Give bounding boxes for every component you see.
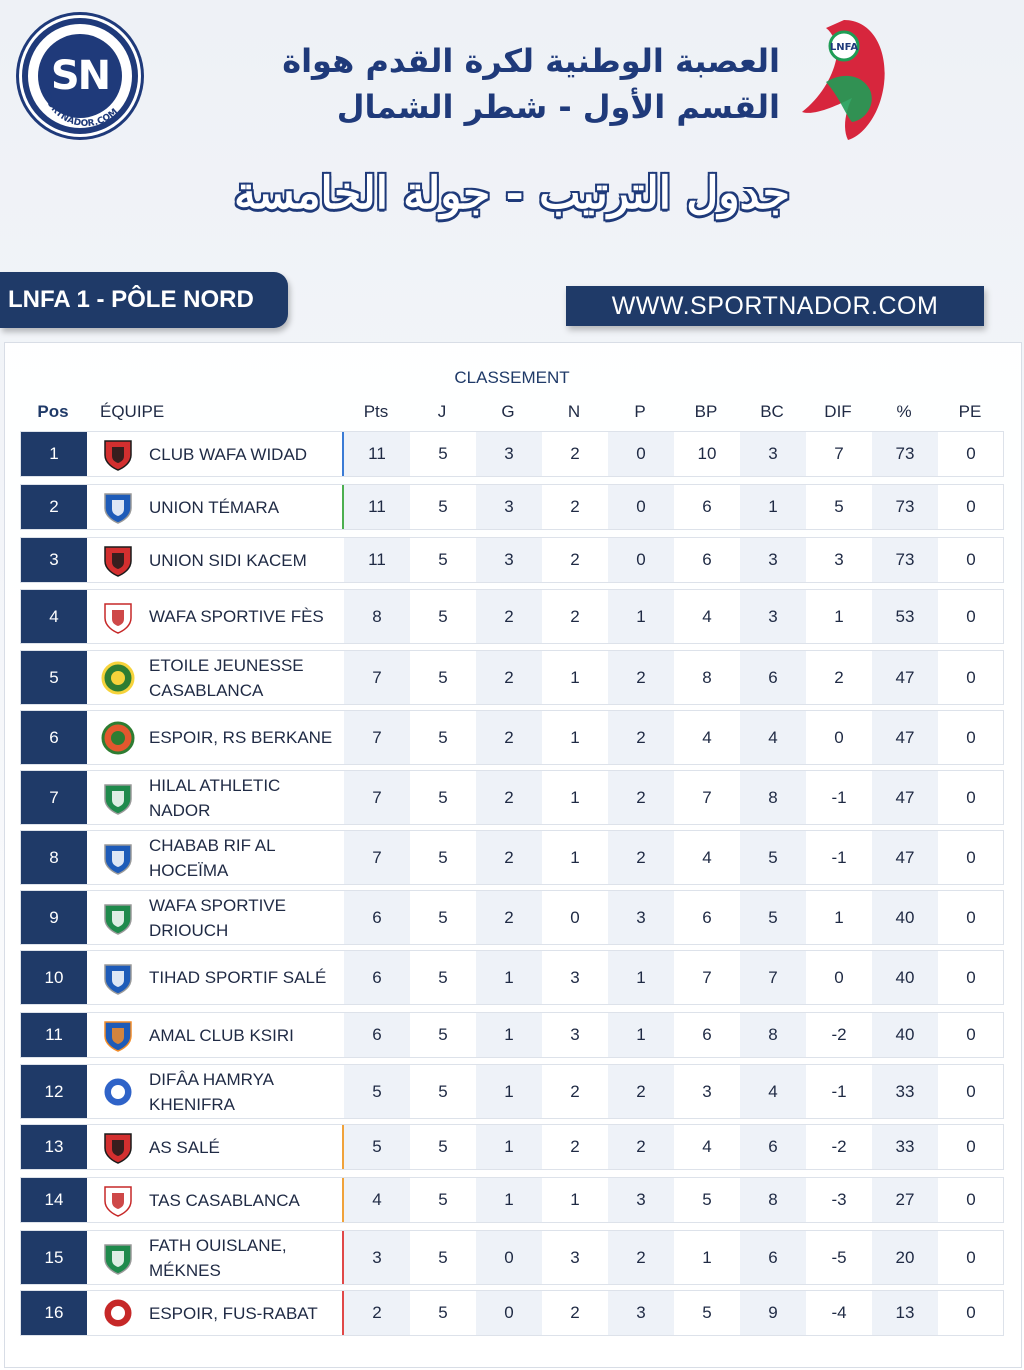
website-link[interactable]: WWW.SPORTNADOR.COM bbox=[566, 286, 984, 326]
row-pct: 47 bbox=[872, 831, 938, 884]
row-n: 2 bbox=[570, 1137, 580, 1156]
row-pct: 27 bbox=[872, 1178, 938, 1222]
row-position: 1 bbox=[21, 432, 87, 476]
row-bc: 9 bbox=[740, 1291, 806, 1335]
row-team-name[interactable]: ESPOIR, FUS-RABAT bbox=[149, 1303, 318, 1323]
lnfa-logo-text: LNFA bbox=[829, 42, 859, 53]
row-j: 5 bbox=[438, 787, 448, 807]
row-pts: 5 bbox=[344, 1065, 410, 1118]
row-p: 1 bbox=[608, 590, 674, 643]
row-dif: 2 bbox=[834, 667, 844, 687]
row-pe: 0 bbox=[966, 1190, 976, 1209]
row-position: 6 bbox=[21, 711, 87, 764]
sportnador-logo bbox=[22, 18, 138, 134]
row-pe: 0 bbox=[966, 497, 976, 516]
col-bp: BP bbox=[694, 402, 718, 421]
row-bp: 5 bbox=[702, 1190, 712, 1209]
row-pe: 0 bbox=[966, 787, 976, 807]
row-pe: 0 bbox=[966, 550, 976, 569]
team-crest-icon bbox=[101, 600, 135, 634]
row-pts: 4 bbox=[344, 1178, 410, 1222]
table-row[interactable] bbox=[20, 1064, 1004, 1119]
row-bp: 4 bbox=[702, 606, 712, 626]
col-pts: Pts bbox=[363, 402, 389, 421]
row-team-name[interactable]: FATH OUISLANE, MÉKNES bbox=[149, 1235, 287, 1280]
row-j: 5 bbox=[438, 907, 448, 927]
col-pe: PE bbox=[958, 402, 982, 421]
row-pct: 20 bbox=[872, 1231, 938, 1284]
row-p: 2 bbox=[608, 831, 674, 884]
row-j: 5 bbox=[438, 444, 448, 463]
row-bc: 4 bbox=[740, 711, 806, 764]
team-crest-icon bbox=[101, 901, 135, 935]
row-bc: 8 bbox=[740, 771, 806, 824]
row-pct: 73 bbox=[872, 432, 938, 476]
row-pe: 0 bbox=[966, 606, 976, 626]
row-bc: 3 bbox=[740, 590, 806, 643]
col-dif: DIF bbox=[824, 402, 852, 421]
row-bp: 7 bbox=[702, 967, 712, 987]
row-dif: -2 bbox=[831, 1025, 847, 1044]
row-pe: 0 bbox=[966, 1025, 976, 1044]
row-pts: 11 bbox=[344, 538, 410, 582]
row-j: 5 bbox=[438, 727, 448, 747]
row-g: 1 bbox=[476, 1178, 542, 1222]
row-j: 5 bbox=[438, 967, 448, 987]
row-p: 3 bbox=[608, 891, 674, 944]
row-pts: 6 bbox=[344, 1013, 410, 1057]
row-position: 15 bbox=[21, 1231, 87, 1284]
table-caption: CLASSEMENT bbox=[454, 368, 570, 387]
row-n: 2 bbox=[570, 444, 580, 463]
row-pts: 11 bbox=[344, 432, 410, 476]
row-g: 2 bbox=[476, 590, 542, 643]
team-crest-icon bbox=[101, 1075, 135, 1109]
row-pts: 7 bbox=[344, 711, 410, 764]
row-j: 5 bbox=[438, 847, 448, 867]
row-dif: -1 bbox=[831, 847, 847, 867]
row-p: 0 bbox=[608, 432, 674, 476]
header bbox=[0, 0, 1024, 270]
svg-text:SPORTNADOR.COM: SPORTNADOR.COM bbox=[39, 88, 121, 130]
row-pts: 6 bbox=[344, 891, 410, 944]
row-g: 1 bbox=[476, 951, 542, 1004]
row-j: 5 bbox=[438, 497, 448, 516]
row-pct: 47 bbox=[872, 711, 938, 764]
row-pct: 40 bbox=[872, 891, 938, 944]
row-team-name[interactable]: TAS CASABLANCA bbox=[149, 1190, 300, 1210]
round-title: جدول الترتيب - جولة الخامسة bbox=[234, 168, 790, 219]
row-p: 2 bbox=[608, 771, 674, 824]
team-crest-icon bbox=[101, 1018, 135, 1052]
row-n: 2 bbox=[570, 1081, 580, 1101]
row-pct: 13 bbox=[872, 1291, 938, 1335]
logo-ring-text bbox=[28, 24, 144, 140]
col-pos: Pos bbox=[37, 402, 69, 421]
team-crest-icon bbox=[101, 961, 135, 995]
arabic-title-line1: العصبة الوطنية لكرة القدم هواة bbox=[282, 42, 780, 80]
row-bc: 5 bbox=[740, 831, 806, 884]
row-g: 0 bbox=[476, 1231, 542, 1284]
row-team-name[interactable]: CHABAB RIF AL HOCEÏMA bbox=[149, 835, 275, 880]
team-crest-icon bbox=[101, 841, 135, 875]
row-bp: 7 bbox=[702, 787, 712, 807]
row-team-name[interactable]: WAFA SPORTIVE FÈS bbox=[149, 607, 324, 626]
row-p: 2 bbox=[608, 1065, 674, 1118]
row-pe: 0 bbox=[966, 727, 976, 747]
row-pe: 0 bbox=[966, 1081, 976, 1101]
row-p: 3 bbox=[608, 1291, 674, 1335]
row-pct: 47 bbox=[872, 651, 938, 704]
row-j: 5 bbox=[438, 1190, 448, 1209]
league-badge: LNFA 1 - PÔLE NORD bbox=[0, 272, 288, 328]
row-p: 2 bbox=[608, 1231, 674, 1284]
row-team-name[interactable]: DIFÂA HAMRYA KHENIFRA bbox=[149, 1069, 274, 1114]
row-g: 2 bbox=[476, 711, 542, 764]
col-pct: % bbox=[896, 402, 912, 421]
row-g: 3 bbox=[476, 432, 542, 476]
table-row[interactable] bbox=[20, 1230, 1004, 1285]
row-position: 2 bbox=[21, 485, 87, 529]
row-bc: 7 bbox=[740, 951, 806, 1004]
row-p: 2 bbox=[608, 711, 674, 764]
row-n: 2 bbox=[570, 606, 580, 626]
row-team-name[interactable]: HILAL ATHLETIC NADOR bbox=[149, 775, 281, 820]
row-position: 14 bbox=[21, 1178, 87, 1222]
table-row[interactable] bbox=[20, 1177, 1004, 1223]
row-bp: 6 bbox=[702, 1025, 712, 1044]
row-p: 1 bbox=[608, 951, 674, 1004]
row-pct: 40 bbox=[872, 1013, 938, 1057]
row-bp: 10 bbox=[697, 444, 717, 463]
row-n: 2 bbox=[570, 550, 580, 569]
row-position: 3 bbox=[21, 538, 87, 582]
row-j: 5 bbox=[438, 667, 448, 687]
row-g: 2 bbox=[476, 831, 542, 884]
row-team-name[interactable]: AS SALÉ bbox=[149, 1137, 220, 1157]
row-p: 3 bbox=[608, 1178, 674, 1222]
row-position: 10 bbox=[21, 951, 87, 1004]
row-position: 5 bbox=[21, 651, 87, 704]
row-pct: 73 bbox=[872, 485, 938, 529]
row-g: 1 bbox=[476, 1125, 542, 1169]
row-dif: 0 bbox=[834, 727, 844, 747]
row-position: 7 bbox=[21, 771, 87, 824]
row-pts: 7 bbox=[344, 771, 410, 824]
row-j: 5 bbox=[438, 1247, 448, 1267]
row-p: 2 bbox=[608, 1125, 674, 1169]
row-j: 5 bbox=[438, 1081, 448, 1101]
row-pts: 7 bbox=[344, 831, 410, 884]
row-dif: -4 bbox=[831, 1303, 847, 1322]
team-crest-icon bbox=[101, 490, 135, 524]
row-team-name[interactable]: ETOILE JEUNESSE CASABLANCA bbox=[149, 655, 304, 700]
row-g: 3 bbox=[476, 538, 542, 582]
row-position: 16 bbox=[21, 1291, 87, 1335]
row-bc: 8 bbox=[740, 1013, 806, 1057]
team-crest-icon bbox=[101, 1183, 135, 1217]
row-bp: 4 bbox=[702, 727, 712, 747]
row-n: 2 bbox=[570, 497, 580, 516]
row-bp: 6 bbox=[702, 907, 712, 927]
row-g: 1 bbox=[476, 1013, 542, 1057]
row-pe: 0 bbox=[966, 1247, 976, 1267]
row-dif: 0 bbox=[834, 967, 844, 987]
row-pe: 0 bbox=[966, 1137, 976, 1156]
row-team-name[interactable]: CLUB WAFA WIDAD bbox=[149, 444, 308, 464]
row-n: 3 bbox=[570, 1247, 580, 1267]
row-g: 2 bbox=[476, 891, 542, 944]
row-dif: -1 bbox=[831, 787, 847, 807]
row-n: 1 bbox=[570, 1190, 580, 1209]
row-bc: 6 bbox=[740, 1125, 806, 1169]
row-n: 3 bbox=[570, 1025, 580, 1044]
league-arabic-title bbox=[282, 38, 780, 130]
row-bp: 5 bbox=[702, 1303, 712, 1322]
row-team-name[interactable]: WAFA SPORTIVE DRIOUCH bbox=[149, 895, 286, 940]
row-n: 0 bbox=[570, 907, 580, 927]
row-bc: 1 bbox=[740, 485, 806, 529]
table-row[interactable] bbox=[20, 1124, 1004, 1170]
row-bp: 1 bbox=[702, 1247, 712, 1267]
row-j: 5 bbox=[438, 1137, 448, 1156]
row-bc: 8 bbox=[740, 1178, 806, 1222]
row-p: 0 bbox=[608, 538, 674, 582]
row-pe: 0 bbox=[966, 967, 976, 987]
team-crest-icon bbox=[101, 1241, 135, 1275]
table-row[interactable] bbox=[20, 1012, 1004, 1058]
arabic-title-line2: القسم الأول - شطر الشمال bbox=[336, 88, 780, 126]
row-dif: -1 bbox=[831, 1081, 847, 1101]
table-row[interactable] bbox=[20, 431, 1004, 477]
col-team: ÉQUIPE bbox=[100, 402, 165, 421]
col-bc: BC bbox=[760, 402, 784, 421]
row-dif: -5 bbox=[831, 1247, 847, 1267]
row-n: 2 bbox=[570, 1303, 580, 1322]
table-row[interactable] bbox=[20, 650, 1004, 705]
row-pe: 0 bbox=[966, 444, 976, 463]
row-g: 2 bbox=[476, 651, 542, 704]
table-row[interactable] bbox=[20, 1290, 1004, 1336]
team-crest-icon bbox=[101, 1130, 135, 1164]
row-bc: 6 bbox=[740, 1231, 806, 1284]
row-p: 1 bbox=[608, 1013, 674, 1057]
row-pts: 11 bbox=[344, 485, 410, 529]
col-j: J bbox=[437, 402, 447, 421]
row-bp: 4 bbox=[702, 847, 712, 867]
row-bc: 4 bbox=[740, 1065, 806, 1118]
row-pts: 6 bbox=[344, 951, 410, 1004]
row-j: 5 bbox=[438, 1025, 448, 1044]
row-pts: 5 bbox=[344, 1125, 410, 1169]
table-row[interactable] bbox=[20, 589, 1004, 644]
table-row[interactable] bbox=[20, 830, 1004, 885]
team-crest-icon bbox=[101, 1296, 135, 1330]
row-n: 1 bbox=[570, 847, 580, 867]
row-g: 0 bbox=[476, 1291, 542, 1335]
table-row[interactable] bbox=[20, 890, 1004, 945]
row-bp: 3 bbox=[702, 1081, 712, 1101]
team-crest-icon bbox=[101, 543, 135, 577]
row-pct: 73 bbox=[872, 538, 938, 582]
row-pe: 0 bbox=[966, 907, 976, 927]
row-bc: 5 bbox=[740, 891, 806, 944]
logo-monogram: SN bbox=[38, 34, 122, 118]
row-team-name[interactable]: ESPOIR, RS BERKANE bbox=[149, 728, 333, 747]
table-row[interactable] bbox=[20, 770, 1004, 825]
row-n: 1 bbox=[570, 667, 580, 687]
row-pct: 33 bbox=[872, 1125, 938, 1169]
row-j: 5 bbox=[438, 1303, 448, 1322]
row-pct: 53 bbox=[872, 590, 938, 643]
row-pts: 7 bbox=[344, 651, 410, 704]
table-row[interactable] bbox=[20, 484, 1004, 530]
table-header bbox=[0, 402, 1024, 424]
row-dif: 1 bbox=[834, 907, 844, 927]
team-crest-icon bbox=[101, 721, 135, 755]
row-bc: 3 bbox=[740, 432, 806, 476]
col-n: N bbox=[567, 402, 581, 421]
row-p: 0 bbox=[608, 485, 674, 529]
row-bp: 6 bbox=[702, 550, 712, 569]
row-j: 5 bbox=[438, 550, 448, 569]
row-n: 1 bbox=[570, 787, 580, 807]
row-position: 4 bbox=[21, 590, 87, 643]
table-row[interactable] bbox=[20, 950, 1004, 1005]
row-bc: 3 bbox=[740, 538, 806, 582]
row-position: 9 bbox=[21, 891, 87, 944]
row-team-name[interactable]: UNION SIDI KACEM bbox=[149, 550, 307, 570]
row-p: 2 bbox=[608, 651, 674, 704]
row-dif: 1 bbox=[834, 606, 844, 626]
lnfa-logo bbox=[796, 12, 892, 144]
row-bp: 8 bbox=[702, 667, 712, 687]
row-pe: 0 bbox=[966, 847, 976, 867]
row-pts: 8 bbox=[344, 590, 410, 643]
team-crest-icon bbox=[101, 781, 135, 815]
row-position: 8 bbox=[21, 831, 87, 884]
row-pts: 3 bbox=[344, 1231, 410, 1284]
row-bc: 6 bbox=[740, 651, 806, 704]
row-position: 13 bbox=[21, 1125, 87, 1169]
col-g: G bbox=[501, 402, 515, 421]
table-row[interactable] bbox=[20, 537, 1004, 583]
row-g: 1 bbox=[476, 1065, 542, 1118]
row-bp: 6 bbox=[702, 497, 712, 516]
row-position: 12 bbox=[21, 1065, 87, 1118]
row-team-name[interactable]: UNION TÉMARA bbox=[149, 497, 280, 517]
row-pe: 0 bbox=[966, 667, 976, 687]
table-row[interactable] bbox=[20, 710, 1004, 765]
col-p: P bbox=[634, 402, 646, 421]
team-crest-icon bbox=[101, 437, 135, 471]
row-pe: 0 bbox=[966, 1303, 976, 1322]
row-g: 3 bbox=[476, 485, 542, 529]
row-g: 2 bbox=[476, 771, 542, 824]
row-pts: 2 bbox=[344, 1291, 410, 1335]
row-team-name[interactable]: AMAL CLUB KSIRI bbox=[149, 1025, 294, 1045]
row-n: 1 bbox=[570, 727, 580, 747]
row-pct: 33 bbox=[872, 1065, 938, 1118]
row-j: 5 bbox=[438, 606, 448, 626]
row-n: 3 bbox=[570, 967, 580, 987]
row-dif: -2 bbox=[831, 1137, 847, 1156]
row-team-name[interactable]: TIHAD SPORTIF SALÉ bbox=[149, 968, 327, 987]
row-dif: 5 bbox=[834, 497, 844, 516]
row-pct: 40 bbox=[872, 951, 938, 1004]
team-crest-icon bbox=[101, 661, 135, 695]
row-dif: -3 bbox=[831, 1190, 847, 1209]
row-dif: 3 bbox=[834, 550, 844, 569]
row-position: 11 bbox=[21, 1013, 87, 1057]
row-bp: 4 bbox=[702, 1137, 712, 1156]
row-pct: 47 bbox=[872, 771, 938, 824]
row-dif: 7 bbox=[834, 444, 844, 463]
